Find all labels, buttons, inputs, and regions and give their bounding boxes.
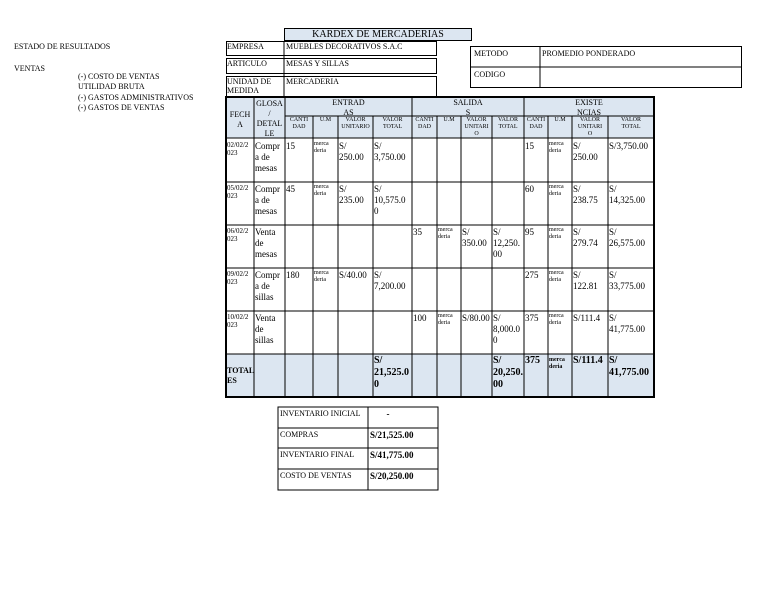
cell-existencia-cantidad: 275 [525, 270, 539, 280]
metodo-label: METODO [474, 49, 509, 58]
estado-line: UTILIDAD BRUTA [78, 82, 145, 91]
codigo-label: CODIGO [474, 70, 506, 79]
cell-existencia-total: S/3,750.00 [609, 141, 649, 151]
cell-glosa: Venta de sillas [255, 313, 276, 345]
estado-line: (-) COSTO DE VENTAS [78, 72, 160, 81]
cell-entrada-cantidad: 15 [286, 141, 295, 151]
cell-entrada-cantidad: 45 [286, 184, 295, 194]
subheader-cantidad: CANTI DAD [289, 117, 309, 130]
cell-glosa: Venta de mesas [255, 227, 277, 259]
cell-entrada-vu: S/ 250.00 [339, 141, 364, 162]
articulo-label: ARTICULO [227, 59, 267, 68]
header-salidas: SALIDA S [453, 98, 483, 117]
subheader-valor-total: VALOR TOTAL [621, 117, 641, 130]
cell-existencia-um: merca deria [549, 227, 564, 240]
cell-existencia-cantidad: 15 [525, 141, 534, 151]
cell-salida-total: S/ 12,250. 00 [493, 227, 520, 259]
cell-salida-cantidad: 100 [413, 313, 427, 323]
summary-value: S/20,250.00 [370, 471, 414, 481]
cell-fecha: 09/02/2 023 [227, 270, 249, 286]
cell-entrada-um: merca deria [314, 184, 329, 197]
totals-salidas-total: S/ 20,250. 00 [493, 355, 523, 390]
subheader-um: U.M [443, 117, 455, 123]
subheader-um: U.M [554, 117, 566, 123]
estado-ventas: VENTAS [14, 64, 45, 73]
summary-value: S/21,525.00 [370, 430, 414, 440]
unidad-label-1: UNIDAD DE [227, 77, 272, 86]
estado-line: (-) GASTOS DE VENTAS [78, 103, 165, 112]
cell-existencia-cantidad: 60 [525, 184, 534, 194]
subheader-valor-unitario: VALOR UNITARI O [577, 117, 603, 137]
unidad-label-2: MEDIDA [227, 86, 259, 95]
cell-existencia-vu: S/ 238.75 [573, 184, 598, 205]
cell-salida-cantidad: 35 [413, 227, 422, 237]
summary-label: INVENTARIO FINAL [280, 450, 355, 459]
subheader-valor-unitario: VALOR UNITARI O [464, 117, 489, 137]
header-entradas: ENTRAD AS [332, 98, 365, 117]
header-glosa: GLOSA / DETAL LE [256, 99, 283, 138]
cell-salida-vu: S/80.00 [462, 313, 490, 323]
cell-existencia-vu: S/ 122.81 [573, 270, 598, 291]
header-fecha: FECH A [229, 110, 251, 129]
cell-glosa: Compr a de mesas [255, 141, 281, 173]
cell-entrada-um: merca deria [314, 141, 329, 154]
totals-existencias-vu: S/111.4 [573, 355, 603, 366]
totals-existencias-total: S/ 41,775.00 [609, 355, 649, 378]
cell-entrada-total: S/ 3,750.00 [374, 141, 406, 162]
cell-existencia-um: merca deria [549, 313, 564, 326]
subheader-cantidad: CANTI DAD [415, 117, 434, 130]
cell-salida-total: S/ 8,000.0 0 [493, 313, 520, 345]
empresa-label: EMPRESA [227, 42, 264, 51]
cell-entrada-vu: S/40.00 [339, 270, 367, 280]
cell-existencia-total: S/ 26,575.00 [609, 227, 645, 248]
cell-salida-um: merca deria [438, 313, 453, 326]
cell-entrada-um: merca deria [314, 270, 329, 283]
summary-value: S/41,775.00 [370, 450, 414, 460]
unidad-value: MERCADERIA [286, 77, 339, 86]
subheader-valor-unitario: VALOR UNITARIO [341, 117, 370, 130]
empresa-value: MUEBLES DECORATIVOS S.A.C [286, 42, 403, 51]
cell-existencia-um: merca deria [549, 270, 564, 283]
cell-glosa: Compr a de sillas [255, 270, 281, 302]
cell-existencia-vu: S/111.4 [573, 313, 601, 323]
cell-existencia-total: S/ 41,775.00 [609, 313, 645, 334]
estado-title: ESTADO DE RESULTADOS [14, 42, 111, 51]
cell-fecha: 02/02/2 023 [227, 141, 249, 157]
totals-label: TOTAL ES [227, 366, 255, 385]
summary-value: - [386, 409, 390, 419]
articulo-value: MESAS Y SILLAS [286, 59, 349, 68]
cell-existencia-um: merca deria [549, 141, 564, 154]
cell-salida-um: merca deria [438, 227, 453, 240]
totals-existencias-cantidad: 375 [525, 355, 540, 366]
totals-existencias-um: merca deria [549, 357, 565, 370]
subheader-valor-total: VALOR TOTAL [498, 117, 518, 130]
cell-entrada-cantidad: 180 [286, 270, 300, 280]
cell-existencia-um: merca deria [549, 184, 564, 197]
summary-label: COSTO DE VENTAS [280, 471, 352, 480]
kardex-title: KARDEX DE MERCADERIAS [284, 28, 472, 41]
cell-existencia-total: S/ 33,775.00 [609, 270, 645, 291]
subheader-um: U.M [319, 117, 332, 123]
totals-entradas-total: S/ 21,525.0 0 [374, 355, 409, 390]
subheader-cantidad: CANTI DAD [526, 117, 546, 130]
cell-existencia-total: S/ 14,325.00 [609, 184, 645, 205]
cell-glosa: Compr a de mesas [255, 184, 281, 216]
cell-existencia-cantidad: 375 [525, 313, 539, 323]
cell-existencia-vu: S/ 250.00 [573, 141, 598, 162]
header-existencias: EXISTE NCIAS [575, 98, 603, 117]
cell-fecha: 05/02/2 023 [227, 184, 249, 200]
metodo-value: PROMEDIO PONDERADO [542, 49, 636, 58]
cell-existencia-vu: S/ 279.74 [573, 227, 598, 248]
cell-fecha: 10/02/2 023 [227, 313, 249, 329]
summary-label: COMPRAS [280, 430, 319, 439]
cell-existencia-cantidad: 95 [525, 227, 534, 237]
cell-fecha: 06/02/2 023 [227, 227, 249, 243]
subheader-valor-total: VALOR TOTAL [382, 117, 403, 130]
cell-entrada-total: S/ 10,575.0 0 [374, 184, 406, 216]
summary-label: INVENTARIO INICIAL [280, 409, 361, 418]
cell-entrada-vu: S/ 235.00 [339, 184, 364, 205]
cell-entrada-total: S/ 7,200.00 [374, 270, 406, 291]
cell-salida-vu: S/ 350.00 [462, 227, 487, 248]
estado-line: (-) GASTOS ADMINISTRATIVOS [78, 93, 194, 102]
